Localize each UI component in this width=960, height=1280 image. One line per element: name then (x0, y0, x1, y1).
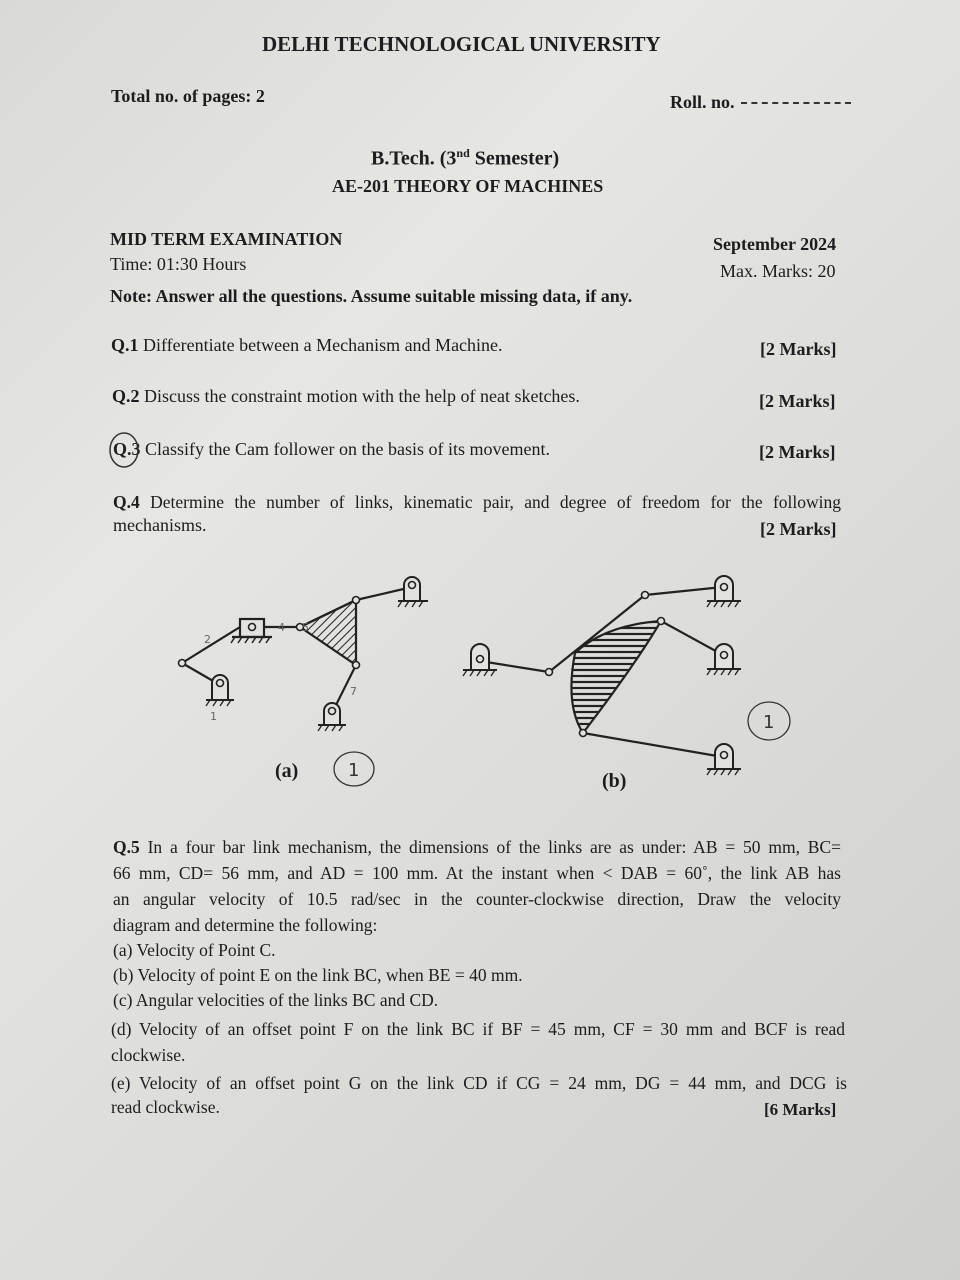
q5-part-e-line-1: (e) Velocity of an offset point G on the link CD if CG = 24 mm, DG = 44 mm, and DCG is (111, 1073, 847, 1093)
question-3 (113, 439, 550, 460)
q3-pencil-circle (106, 430, 142, 470)
q5-part-c: (c) Angular velocities of the links BC and CD. (113, 990, 439, 1010)
program-title (371, 146, 559, 171)
figure-b-label: (b) (602, 770, 627, 792)
q5-text-line-1: In a four bar link mechanism, the dimensions of the links are as under: AB = 50 mm, BC= (147, 837, 842, 857)
q1-number: Q.1 (111, 335, 139, 355)
q5-part-b: (b) Velocity of point E on the link BC, when BE = 40 mm. (113, 965, 523, 985)
q3-number: Q.3 (113, 439, 141, 459)
program-sup: nd (456, 146, 470, 160)
exam-note: Note: Answer all the questions. Assume suitable missing data, if any. (110, 286, 633, 306)
pencil-label-1: 1 (210, 710, 217, 723)
roll-no (670, 92, 851, 113)
q4-line-1 (113, 489, 841, 515)
total-pages: Total no. of pages: 2 (111, 86, 265, 106)
q5-part-d-line-2: clockwise. (111, 1045, 186, 1065)
q5-part-d-line-1: (d) Velocity of an offset point F on the link BC if BF = 45 mm, CF = 30 mm and BCF is read (111, 1019, 845, 1039)
q4-text-line-1: Determine the number of links, kinematic pair, and degree of freedom for the following (150, 492, 842, 512)
q1-text: Differentiate between a Mechanism and Machine. (143, 335, 503, 355)
max-marks: Max. Marks: 20 (720, 261, 836, 281)
university-name: DELHI TECHNOLOGICAL UNIVERSITY (262, 32, 661, 56)
answer-a-text: 1 (348, 760, 360, 781)
question-2 (112, 386, 580, 407)
q5-text-line-2: 66 mm, CD= 56 mm, and AD = 100 mm. At the instant when < DAB = 60˚, the link AB has (113, 863, 841, 883)
q5-part-a: (a) Velocity of Point C. (113, 940, 276, 960)
program-prefix: B.Tech. (3 (371, 147, 457, 170)
q1-marks: [2 Marks] (760, 339, 837, 359)
mechanism-figure-b (455, 565, 755, 780)
pencil-label-4: 4 (278, 621, 285, 634)
answer-circle-a (330, 748, 378, 790)
q5-number: Q.5 (113, 837, 140, 857)
q2-number: Q.2 (112, 386, 140, 406)
figure-a-label: (a) (275, 760, 299, 782)
q5-part-e-line-2: read clockwise. (111, 1097, 220, 1117)
pencil-label-5: 5 (302, 621, 309, 634)
q5-text-line-4: diagram and determine the following: (113, 915, 378, 935)
course-title: AE-201 THEORY OF MACHINES (332, 176, 604, 196)
q5-line-1 (113, 834, 841, 860)
exam-date: September 2024 (713, 234, 837, 254)
question-1 (111, 335, 503, 356)
q3-text: Classify the Cam follower on the basis of its movement. (145, 439, 550, 459)
pencil-label-2: 2 (204, 633, 211, 646)
mechanism-figure-a (160, 565, 450, 745)
q3-marks: [2 Marks] (759, 442, 836, 462)
q4-number: Q.4 (113, 492, 140, 512)
q4-text-line-2: mechanisms. (113, 515, 207, 535)
q2-marks: [2 Marks] (759, 391, 836, 411)
q4-marks: [2 Marks] (760, 519, 837, 539)
q5-text-line-3: an angular velocity of 10.5 rad/sec in the counter-clockwise direction, Draw the velocity (113, 889, 841, 909)
q2-text: Discuss the constraint motion with the help of neat sketches. (144, 386, 580, 406)
q5-marks: [6 Marks] (764, 1100, 837, 1119)
answer-b-text: 1 (763, 712, 775, 733)
roll-no-blank (741, 102, 851, 104)
exam-time: Time: 01:30 Hours (110, 254, 247, 274)
exam-title: MID TERM EXAMINATION (110, 229, 343, 249)
program-suffix: Semester) (469, 147, 560, 170)
roll-no-label: Roll. no. (670, 92, 735, 112)
answer-circle-b (744, 697, 794, 745)
pencil-label-7: 7 (350, 685, 357, 698)
